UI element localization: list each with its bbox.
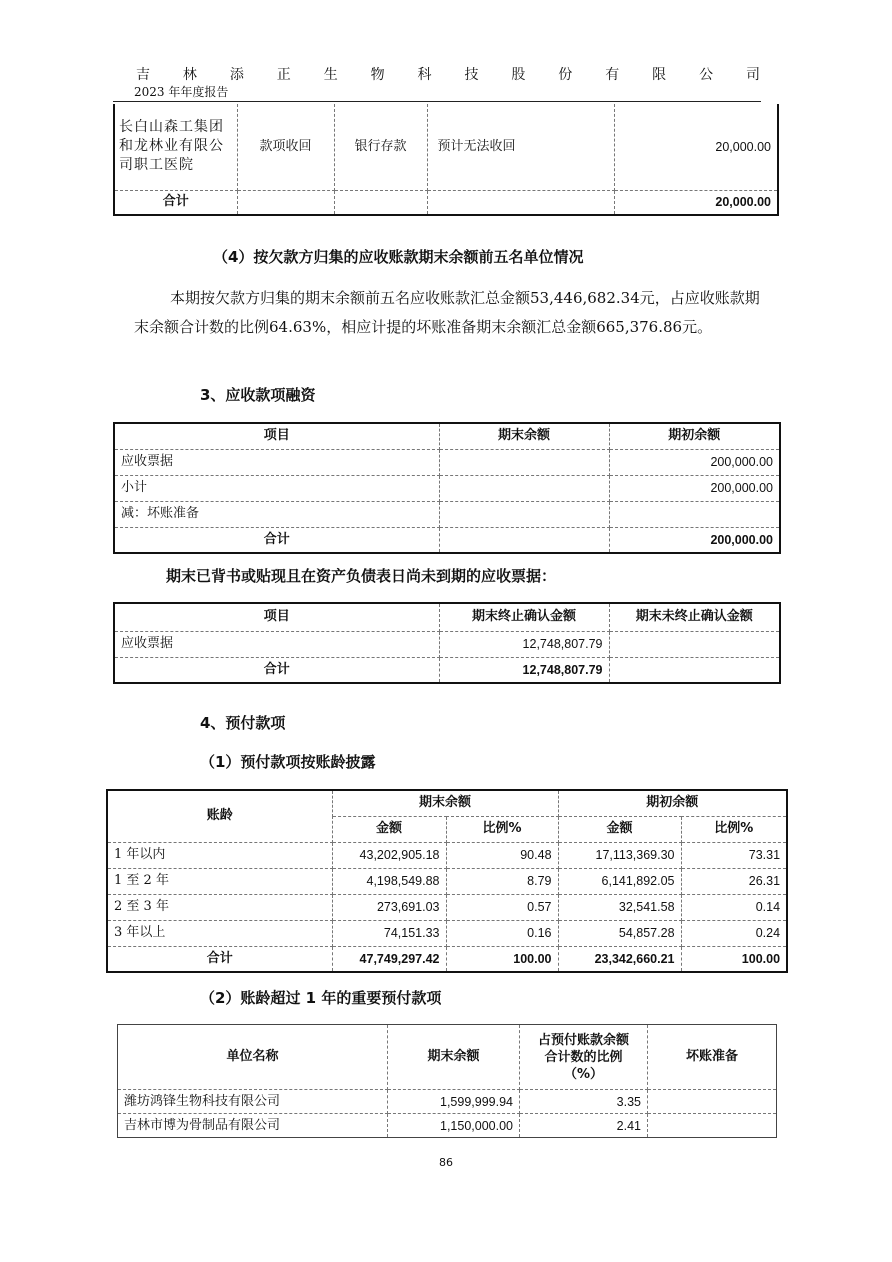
total-label: 合计 — [114, 657, 439, 683]
table-cell: 长白山森工集团和龙林业有限公司职工医院 — [114, 104, 237, 190]
column-header: 期末余额 — [388, 1025, 520, 1090]
table-row — [114, 475, 780, 501]
table-row — [118, 1114, 777, 1138]
column-header: 金额 — [332, 816, 446, 842]
table-cell: 0.57 — [446, 894, 558, 920]
total-value: 12,748,807.79 — [439, 657, 609, 683]
table-cell: 款项收回 — [237, 104, 334, 190]
table-cell: 73.31 — [681, 842, 787, 868]
section-3-title: 3、应收款项融资 — [200, 386, 316, 404]
table-cell: 90.48 — [446, 842, 558, 868]
endorsed-notes-title: 期末已背书或贴现且在资产负债表日尚未到期的应收票据： — [166, 567, 557, 585]
table-row — [114, 631, 780, 657]
table-cell: 1,150,000.00 — [388, 1114, 520, 1138]
table-cell: 100.00 — [741, 951, 781, 966]
table-cell: 应收票据 — [114, 631, 439, 657]
column-header: 项目 — [114, 423, 439, 449]
table-row — [107, 894, 787, 920]
table-cell — [648, 1090, 777, 1114]
table-row — [107, 842, 787, 868]
column-header: 比例% — [681, 816, 787, 842]
table-cell: 26.31 — [681, 868, 787, 894]
table-cell — [439, 449, 609, 475]
company-char: 物 — [370, 67, 385, 83]
total-value: 20,000.00 — [715, 195, 771, 210]
company-char: 公 — [699, 67, 714, 83]
table-cell — [648, 1114, 777, 1138]
total-label: 合计 — [107, 946, 332, 972]
header-divider — [113, 101, 761, 102]
table-cell: 1 至 2 年 — [107, 868, 332, 894]
table-cell: 20,000.00 — [614, 104, 778, 190]
company-char: 科 — [417, 67, 432, 83]
company-char: 生 — [323, 67, 338, 83]
prepay-aging-table — [106, 789, 788, 973]
table-cell: 2.41 — [520, 1114, 648, 1138]
table-cell: 23,342,660.21 — [558, 946, 681, 972]
table-cell: 17,113,369.30 — [558, 842, 681, 868]
total-label: 合计 — [114, 527, 439, 553]
company-char: 司 — [745, 67, 760, 83]
table-header-row — [114, 603, 780, 631]
table-total-row — [114, 527, 780, 553]
table-cell: 100.00 — [446, 946, 558, 972]
table-cell: 小计 — [114, 475, 439, 501]
table-cell: 银行存款 — [334, 104, 427, 190]
company-char: 份 — [558, 67, 573, 83]
table-cell: 32,541.58 — [558, 894, 681, 920]
column-header: 金额 — [558, 816, 681, 842]
table-cell: 43,202,905.18 — [332, 842, 446, 868]
table-row — [107, 868, 787, 894]
company-char: 限 — [652, 67, 667, 83]
column-header: 坏账准备 — [648, 1025, 777, 1090]
section-4-title: （4）按欠款方归集的应收账款期末余额前五名单位情况 — [213, 248, 584, 266]
column-header: 账龄 — [107, 790, 332, 842]
column-header: 期初余额 — [558, 790, 787, 816]
page-number: 86 — [439, 1156, 453, 1169]
table-cell: 74,151.33 — [332, 920, 446, 946]
prepay-aging-title: （1）预付款项按账龄披露 — [200, 753, 376, 771]
table-total-row — [114, 657, 780, 683]
column-header: 期末余额 — [439, 423, 609, 449]
financing-table — [113, 422, 781, 554]
column-header: 占预付账款余额合计数的比例（%） — [520, 1025, 648, 1090]
table-cell: 8.79 — [446, 868, 558, 894]
table-cell: 54,857.28 — [558, 920, 681, 946]
company-char: 正 — [276, 67, 291, 83]
table-cell — [609, 501, 780, 527]
table-cell — [609, 657, 780, 683]
table-cell: 应收票据 — [114, 449, 439, 475]
table-cell — [439, 527, 609, 553]
table-header-row — [114, 423, 780, 449]
table-header-row — [107, 790, 787, 816]
table-cell: 0.14 — [681, 894, 787, 920]
column-header: 比例% — [446, 816, 558, 842]
table-cell: 200,000.00 — [609, 475, 780, 501]
column-header: 期末余额 — [332, 790, 558, 816]
endorsed-notes-table — [113, 602, 781, 684]
company-char: 林 — [182, 67, 197, 83]
table-cell: 47,749,297.42 — [332, 946, 446, 972]
table-row — [107, 920, 787, 946]
prepay-important-title: （2）账龄超过 1 年的重要预付款项 — [200, 989, 442, 1007]
table-cell: 6,141,892.05 — [558, 868, 681, 894]
table-cell: 0.24 — [681, 920, 787, 946]
table-cell: 1 年以内 — [107, 842, 332, 868]
company-char: 股 — [511, 67, 526, 83]
table-cell: 4,198,549.88 — [332, 868, 446, 894]
table-cell: 200,000.00 — [609, 449, 780, 475]
important-prepay-table — [117, 1024, 777, 1138]
company-char: 技 — [464, 67, 479, 83]
section-4-paragraph: 本期按欠款方归集的期末余额前五名应收账款汇总金额53,446,682.34元，占应收账款期末余额合计数的比例64.63%，相应计提的坏账准备期末余额汇总金额665,376.86元。 — [134, 289, 760, 336]
table-row — [114, 104, 778, 190]
company-char: 吉 — [136, 67, 150, 83]
total-value: 200,000.00 — [710, 532, 773, 547]
company-name — [136, 64, 760, 84]
table-cell: 3 年以上 — [107, 920, 332, 946]
table-total-row — [107, 946, 787, 972]
table-cell: 减：坏账准备 — [114, 501, 439, 527]
table-total-row — [114, 190, 778, 215]
table-cell: 吉林市博为骨制品有限公司 — [118, 1114, 388, 1138]
table-cell — [609, 631, 780, 657]
column-header: 单位名称 — [118, 1025, 388, 1090]
table-cell — [439, 475, 609, 501]
table-row — [114, 449, 780, 475]
table-cell: 2 至 3 年 — [107, 894, 332, 920]
company-char: 添 — [229, 67, 244, 83]
table-cell: 预计无法收回 — [427, 104, 614, 190]
table-row — [118, 1090, 777, 1114]
total-label: 合计 — [114, 190, 237, 215]
table-cell: 273,691.03 — [332, 894, 446, 920]
column-header: 期末未终止确认金额 — [609, 603, 780, 631]
table-cell: 12,748,807.79 — [439, 631, 609, 657]
column-header: 期初余额 — [609, 423, 780, 449]
prepay-section-title: 4、预付款项 — [200, 714, 286, 732]
bad-debt-table — [113, 104, 779, 216]
table-cell: 0.16 — [446, 920, 558, 946]
column-header: 期末终止确认金额 — [439, 603, 609, 631]
table-cell: 3.35 — [520, 1090, 648, 1114]
table-row — [114, 501, 780, 527]
column-header: 项目 — [114, 603, 439, 631]
report-title: 2023 年年度报告 — [134, 85, 229, 99]
table-cell: 1,599,999.94 — [388, 1090, 520, 1114]
table-cell — [439, 501, 609, 527]
table-header-row — [118, 1025, 777, 1090]
company-char: 有 — [605, 67, 620, 83]
table-cell: 潍坊鸿锋生物科技有限公司 — [118, 1090, 388, 1114]
